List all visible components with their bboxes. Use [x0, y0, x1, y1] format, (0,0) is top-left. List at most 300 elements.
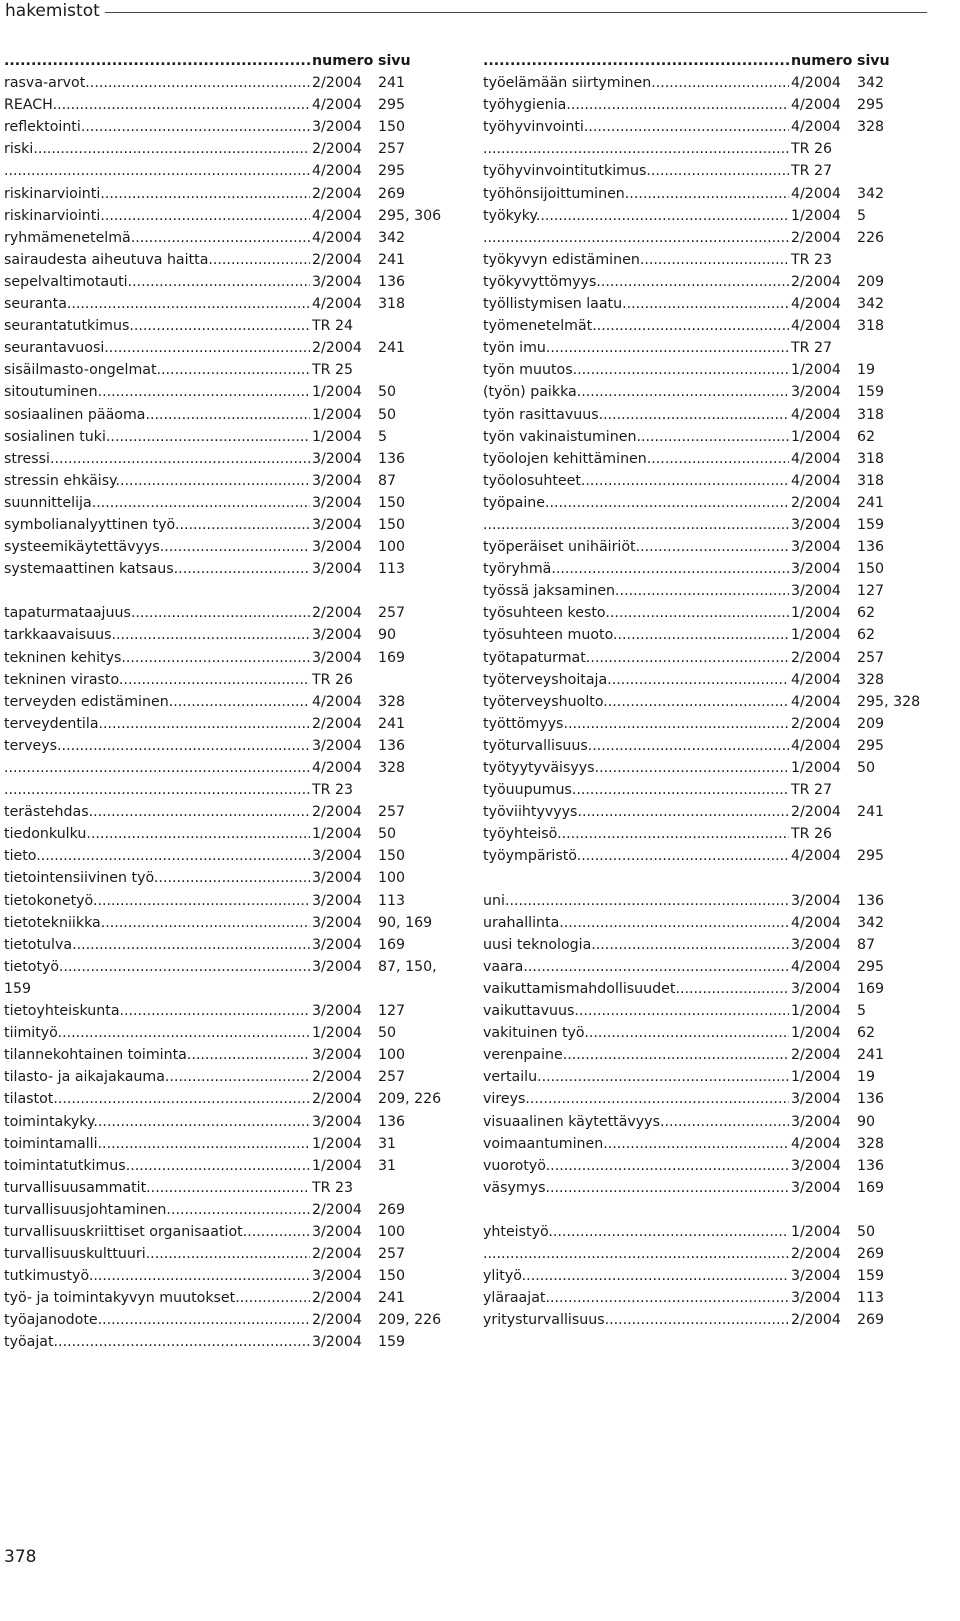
- index-entry: [4, 757, 406, 779]
- entry-term: [483, 381, 789, 403]
- entry-term: [483, 669, 789, 691]
- entry-page: 136: [378, 737, 406, 754]
- entry-page: 295: [378, 163, 406, 180]
- entry-issue: 3/2004: [310, 1331, 362, 1353]
- entry-issue: 4/2004: [789, 94, 841, 116]
- entry-issue: 2/2004: [310, 1287, 362, 1309]
- entry-term: [4, 359, 310, 381]
- entry-term-text: REACH: [4, 97, 53, 114]
- index-entry: [4, 227, 406, 249]
- index-entry: [4, 1177, 354, 1199]
- entry-term: [4, 205, 310, 227]
- index-entry: [4, 779, 354, 801]
- entry-term: [4, 956, 310, 978]
- entry-issue: 1/2004: [310, 1133, 362, 1155]
- entry-term: [483, 558, 789, 580]
- entry-term: [483, 1022, 789, 1044]
- index-entry: [4, 647, 406, 669]
- entry-page: 209: [857, 273, 885, 290]
- entry-term-text: työtapaturmat: [483, 649, 586, 666]
- entry-term: [4, 94, 310, 116]
- entry-issue: 2/2004: [789, 647, 841, 669]
- entry-term-text: tekninen virasto: [4, 671, 119, 688]
- entry-term: [483, 1133, 789, 1155]
- entry-term-text: terveys: [4, 737, 58, 754]
- entry-issue: 3/2004: [310, 845, 362, 867]
- entry-term-text: työllistymisen laatu: [483, 296, 623, 313]
- entry-term: [483, 956, 789, 978]
- entry-issue: 3/2004: [789, 381, 841, 403]
- entry-term: [4, 160, 310, 182]
- entry-page: 209, 226: [378, 1312, 442, 1329]
- entry-issue: 3/2004: [789, 558, 841, 580]
- entry-page: 90: [857, 1113, 876, 1130]
- entry-term-text: työperäiset unihäiriöt: [483, 539, 636, 556]
- index-entry: [4, 160, 406, 182]
- entry-term: [483, 735, 789, 757]
- entry-issue: TR 25: [310, 359, 353, 381]
- entry-term-text: verenpaine: [483, 1047, 563, 1064]
- entry-page: 318: [378, 296, 406, 313]
- entry-page: 295: [857, 848, 885, 865]
- entry-term-text: työssä jaksaminen: [483, 583, 616, 600]
- entry-term: [483, 1111, 789, 1133]
- entry-issue: 3/2004: [310, 1111, 362, 1133]
- entry-issue: 1/2004: [789, 602, 841, 624]
- entry-term-text: työajat: [4, 1334, 54, 1351]
- entry-term: [4, 1331, 310, 1353]
- header-rule: [105, 12, 927, 13]
- entry-term-text: tapaturmataajuus: [4, 605, 131, 622]
- entry-page: 31: [378, 1157, 397, 1174]
- entry-term-text: tietokonetyö: [4, 892, 93, 909]
- index-entry: [4, 1331, 406, 1353]
- entry-issue: 1/2004: [310, 381, 362, 403]
- entry-issue: 4/2004: [789, 845, 841, 867]
- entry-term-text: turvallisuusammatit: [4, 1179, 147, 1196]
- entry-page: 241: [857, 494, 885, 511]
- entry-term: [4, 1309, 310, 1331]
- entry-issue: TR 27: [789, 779, 832, 801]
- entry-page: 159: [378, 1334, 406, 1351]
- entry-issue: TR 26: [789, 823, 832, 845]
- entry-page: 113: [857, 1290, 885, 1307]
- entry-term-text: seuranta: [4, 296, 67, 313]
- index-entry: [4, 624, 397, 646]
- entry-page: 257: [857, 649, 885, 666]
- entry-term-text: sisäilmasto-ongelmat: [4, 362, 157, 379]
- entry-issue: 2/2004: [789, 1044, 841, 1066]
- entry-term-text: uusi teknologia: [483, 936, 592, 953]
- entry-issue: 4/2004: [310, 94, 362, 116]
- index-entry: [4, 735, 406, 757]
- entry-issue: 4/2004: [310, 691, 362, 713]
- entry-term-text: työkyvyttömyys: [483, 273, 597, 290]
- index-entry: [4, 94, 406, 116]
- entry-term-text: riski: [4, 141, 34, 158]
- entry-term-text: sepelvaltimotauti: [4, 273, 128, 290]
- entry-term-text: työn rasittavuus: [483, 406, 599, 423]
- entry-page: 62: [857, 428, 876, 445]
- entry-term-text: ylityö: [483, 1268, 522, 1285]
- entry-term-text: tilastot: [4, 1091, 54, 1108]
- entry-page: 257: [378, 804, 406, 821]
- index-entry: [4, 801, 406, 823]
- entry-issue: 3/2004: [310, 448, 362, 470]
- entry-page: 127: [378, 1003, 406, 1020]
- entry-term: [4, 381, 310, 403]
- entry-issue: 3/2004: [789, 580, 841, 602]
- entry-page: 150: [378, 516, 406, 533]
- entry-term: [483, 1265, 789, 1287]
- entry-term: [4, 1287, 310, 1309]
- entry-term: [4, 691, 310, 713]
- entry-page: 136: [378, 273, 406, 290]
- entry-page: 169: [378, 936, 406, 953]
- index-entry: [4, 138, 406, 160]
- entry-issue: 3/2004: [310, 912, 362, 934]
- entry-term: [483, 72, 789, 94]
- entry-issue: TR 26: [789, 138, 832, 160]
- entry-term-text: työhyvinvointitutkimus: [483, 163, 647, 180]
- entry-term: [4, 116, 310, 138]
- entry-term: [4, 337, 310, 359]
- entry-term-text: toimintakyky: [4, 1113, 94, 1130]
- entry-term: [483, 337, 789, 359]
- entry-term: [4, 647, 310, 669]
- entry-page: 295, 328: [857, 693, 921, 710]
- entry-issue: 4/2004: [789, 183, 841, 205]
- entry-issue: 2/2004: [310, 249, 362, 271]
- entry-term: [4, 1066, 310, 1088]
- entry-issue: 2/2004: [310, 183, 362, 205]
- index-entry: [4, 536, 406, 558]
- entry-page: 159: [857, 1268, 885, 1285]
- entry-issue: 4/2004: [789, 912, 841, 934]
- entry-term: [4, 536, 310, 558]
- entry-page: 318: [857, 406, 885, 423]
- entry-issue: 3/2004: [310, 470, 362, 492]
- entry-term: [4, 845, 310, 867]
- entry-term-text: terveyden edistäminen: [4, 693, 169, 710]
- entry-term: [483, 912, 789, 934]
- entry-term: [483, 315, 789, 337]
- entry-term-text: uni: [483, 892, 505, 909]
- entry-term-text: työviihtyvyys: [483, 804, 578, 821]
- entry-page: 241: [378, 251, 406, 268]
- entry-issue: 2/2004: [310, 801, 362, 823]
- entry-page: 5: [857, 207, 867, 224]
- entry-issue: 1/2004: [789, 1066, 841, 1088]
- entry-term-text: työterveyshoitaja: [483, 671, 608, 688]
- entry-term-text: yritysturvallisuus: [483, 1312, 605, 1329]
- entry-page: 328: [857, 671, 885, 688]
- index-entry: [4, 514, 406, 536]
- entry-page: 342: [378, 229, 406, 246]
- entry-term-text: työhyvinvointi: [483, 119, 584, 136]
- entry-term: [4, 1133, 310, 1155]
- entry-term: [4, 602, 310, 624]
- entry-issue: TR 23: [789, 249, 832, 271]
- entry-page: 257: [378, 1069, 406, 1086]
- entry-term-text: työturvallisuus: [483, 737, 588, 754]
- entry-issue: 1/2004: [789, 359, 841, 381]
- entry-term: [483, 934, 789, 956]
- entry-term-text: toimintamalli: [4, 1135, 98, 1152]
- entry-term: [483, 1044, 789, 1066]
- entry-term-text: stressi: [4, 450, 50, 467]
- entry-page: 295: [857, 737, 885, 754]
- entry-page: 269: [857, 1312, 885, 1329]
- index-entry: [4, 183, 406, 205]
- entry-issue: 3/2004: [789, 1088, 841, 1110]
- entry-term: [483, 1000, 789, 1022]
- index-entry: [4, 205, 442, 227]
- entry-issue: 4/2004: [310, 227, 362, 249]
- entry-page: 295: [378, 97, 406, 114]
- entry-term-text: tietoyhteiskunta: [4, 1003, 120, 1020]
- continuation-text: 159: [4, 980, 32, 997]
- entry-page: 150: [378, 1268, 406, 1285]
- entry-term: [4, 558, 310, 580]
- entry-term-text: tieto: [4, 848, 37, 865]
- index-entry: [4, 1309, 442, 1331]
- entry-term: [483, 1066, 789, 1088]
- entry-issue: 4/2004: [789, 1133, 841, 1155]
- entry-page: 136: [857, 539, 885, 556]
- entry-term: [483, 978, 789, 1000]
- entry-term-text: tutkimustyö: [4, 1268, 89, 1285]
- entry-issue: 3/2004: [789, 514, 841, 536]
- entry-term-text: työajanodote: [4, 1312, 98, 1329]
- entry-page: 50: [378, 384, 397, 401]
- entry-issue: 4/2004: [789, 315, 841, 337]
- entry-term-text: työkyky: [483, 207, 536, 224]
- index-entry: [4, 691, 406, 713]
- entry-issue: 3/2004: [310, 1044, 362, 1066]
- spacer-row: [4, 580, 31, 602]
- issue-column-header: numero: [789, 50, 852, 72]
- index-entry: [4, 315, 354, 337]
- entry-issue: 4/2004: [310, 160, 362, 182]
- entry-term: [483, 1221, 789, 1243]
- entry-issue: 1/2004: [310, 404, 362, 426]
- entry-page: 113: [378, 892, 406, 909]
- entry-issue: 3/2004: [310, 956, 362, 978]
- index-entry: [4, 470, 397, 492]
- entry-page: 62: [857, 627, 876, 644]
- index-entry: [4, 1022, 397, 1044]
- entry-page: 241: [378, 1290, 406, 1307]
- entry-page: 50: [378, 1025, 397, 1042]
- entry-term-text: työmenetelmät: [483, 318, 593, 335]
- entry-page: 62: [857, 1025, 876, 1042]
- page-column-header: sivu: [857, 53, 890, 69]
- entry-page: 342: [857, 914, 885, 931]
- entry-term: [4, 823, 310, 845]
- entry-term-text: työttömyys: [483, 715, 564, 732]
- index-entry: [4, 867, 406, 889]
- entry-issue: 2/2004: [310, 1243, 362, 1265]
- index-entry: [4, 602, 406, 624]
- entry-issue: 4/2004: [789, 470, 841, 492]
- entry-term-text: terveydentila: [4, 715, 99, 732]
- entry-term-text: turvallisuusjohtaminen: [4, 1201, 167, 1218]
- entry-term: [483, 1088, 789, 1110]
- entry-issue: 3/2004: [310, 492, 362, 514]
- section-title: hakemistot: [5, 1, 100, 21]
- entry-term: [483, 713, 789, 735]
- entry-term: [4, 1044, 310, 1066]
- entry-page: 169: [857, 1179, 885, 1196]
- index-entry: [4, 713, 406, 735]
- entry-page: 241: [378, 340, 406, 357]
- entry-issue: 3/2004: [310, 1221, 362, 1243]
- entry-issue: 2/2004: [789, 1309, 841, 1331]
- entry-issue: 2/2004: [310, 1088, 362, 1110]
- entry-term: [4, 669, 310, 691]
- index-entry: [4, 669, 354, 691]
- entry-page: 241: [378, 715, 406, 732]
- entry-page: 100: [378, 539, 406, 556]
- entry-issue: 4/2004: [789, 293, 841, 315]
- entry-term-text: yhteistyö: [483, 1223, 549, 1240]
- entry-term-text: työhygienia: [483, 97, 567, 114]
- entry-term-text: ryhmämenetelmä: [4, 229, 131, 246]
- index-entry: [4, 1155, 397, 1177]
- column-header-row: [4, 50, 411, 72]
- entry-term-text: yläraajat: [483, 1290, 546, 1307]
- entry-issue: 1/2004: [310, 823, 362, 845]
- entry-page: 31: [378, 1135, 397, 1152]
- entry-term-text: urahallinta: [483, 914, 560, 931]
- entry-issue: 2/2004: [310, 1309, 362, 1331]
- entry-issue: 2/2004: [310, 72, 362, 94]
- entry-page: 342: [857, 296, 885, 313]
- entry-term: [483, 359, 789, 381]
- entry-page: 90: [378, 627, 397, 644]
- entry-term: [4, 1221, 310, 1243]
- page-number: 378: [4, 1547, 37, 1567]
- entry-term: [4, 713, 310, 735]
- entry-issue: 3/2004: [310, 934, 362, 956]
- entry-term: [483, 249, 789, 271]
- entry-term-text: seurantavuosi: [4, 340, 105, 357]
- entry-term: [483, 1287, 789, 1309]
- entry-term-text: tietotekniikka: [4, 914, 101, 931]
- entry-page: 328: [378, 693, 406, 710]
- entry-issue: 2/2004: [789, 801, 841, 823]
- entry-page: 150: [378, 848, 406, 865]
- index-entry: [4, 359, 354, 381]
- entry-term-text: tilannekohtainen toiminta: [4, 1047, 187, 1064]
- entry-term-text: työympäristö: [483, 848, 577, 865]
- entry-term-text: työterveyshuolto: [483, 693, 604, 710]
- entry-term-text: sosiaalinen pääoma: [4, 406, 146, 423]
- entry-term: [483, 757, 789, 779]
- entry-page: 269: [378, 1201, 406, 1218]
- entry-term: [483, 801, 789, 823]
- entry-page: 150: [857, 561, 885, 578]
- entry-issue: TR 26: [310, 669, 353, 691]
- entry-issue: 3/2004: [789, 1287, 841, 1309]
- entry-page: 318: [857, 472, 885, 489]
- entry-term: [483, 1309, 789, 1331]
- entry-page: 159: [857, 516, 885, 533]
- index-entry: [4, 845, 406, 867]
- entry-issue: 1/2004: [789, 1000, 841, 1022]
- entry-issue: 3/2004: [789, 1177, 841, 1199]
- index-entry: [4, 72, 406, 94]
- entry-term-text: systeemikäytettävyys: [4, 539, 160, 556]
- entry-term-text: työn vakinaistuminen: [483, 428, 637, 445]
- index-entry: [4, 492, 406, 514]
- entry-term: [4, 1199, 310, 1221]
- entry-page: 328: [378, 760, 406, 776]
- entry-term: [4, 1111, 310, 1133]
- entry-term: [4, 1155, 310, 1177]
- entry-page: 19: [857, 362, 876, 379]
- entry-issue: 2/2004: [789, 271, 841, 293]
- index-entry: [4, 381, 397, 403]
- entry-issue: 1/2004: [310, 1155, 362, 1177]
- entry-term-text: vuorotyö: [483, 1157, 546, 1174]
- entry-term: [483, 1243, 789, 1265]
- entry-issue: 3/2004: [789, 536, 841, 558]
- entry-term-text: väsymys: [483, 1179, 546, 1196]
- entry-term-text: työpaine: [483, 494, 546, 511]
- entry-issue: 2/2004: [310, 337, 362, 359]
- entry-issue: 2/2004: [310, 713, 362, 735]
- entry-issue: 1/2004: [789, 624, 841, 646]
- entry-term: [4, 1088, 310, 1110]
- entry-issue: 4/2004: [789, 116, 841, 138]
- entry-issue: 2/2004: [789, 492, 841, 514]
- entry-term: [4, 293, 310, 315]
- entry-term-text: työuupumus: [483, 782, 572, 799]
- entry-page: 150: [378, 494, 406, 511]
- entry-term: [4, 50, 310, 72]
- entry-term: [4, 624, 310, 646]
- entry-issue: 1/2004: [789, 426, 841, 448]
- entry-page: 136: [857, 892, 885, 909]
- entry-page: 159: [857, 384, 885, 401]
- entry-issue: 3/2004: [310, 735, 362, 757]
- entry-term-text: toimintatutkimus: [4, 1157, 126, 1174]
- entry-page: 226: [857, 229, 885, 246]
- entry-term: [483, 890, 789, 912]
- entry-term: [4, 867, 310, 889]
- entry-issue: 1/2004: [789, 1022, 841, 1044]
- entry-issue: 2/2004: [310, 138, 362, 160]
- entry-term: [4, 735, 310, 757]
- entry-issue: 1/2004: [789, 1221, 841, 1243]
- index-entry: [4, 1199, 406, 1221]
- entry-term: [483, 580, 789, 602]
- entry-term: [4, 1000, 310, 1022]
- index-entry: [4, 978, 31, 1000]
- entry-term-text: vaikuttavuus: [483, 1003, 575, 1020]
- index-entry: [4, 271, 406, 293]
- index-column-left: [4, 50, 442, 1354]
- entry-term-text: työtyytyväisyys: [483, 760, 595, 776]
- entry-page: 113: [378, 561, 406, 578]
- entry-page: 87: [378, 472, 397, 489]
- entry-term-text: tilasto- ja aikajakauma: [4, 1069, 165, 1086]
- entry-term: [483, 470, 789, 492]
- entry-term-text: työyhteisö: [483, 826, 558, 843]
- entry-term-text: työn imu: [483, 340, 546, 357]
